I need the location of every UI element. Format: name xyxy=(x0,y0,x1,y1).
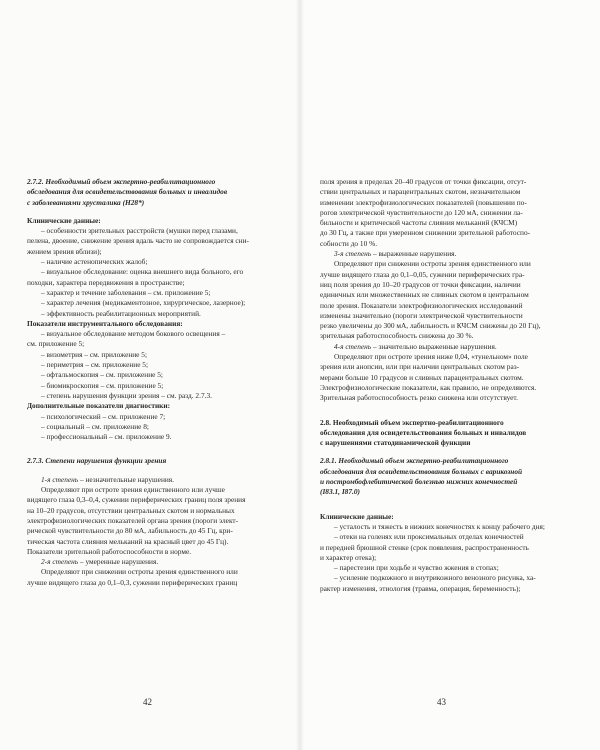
paragraph-line: бильности и критической частоты слияния мельканий (КЧСМ) xyxy=(320,218,518,228)
degree-1-text: – незначительные нарушения. xyxy=(78,474,175,484)
paragraph-line: Определяют при остроте зрения ниже 0,04, «тунельном» поле xyxy=(334,352,528,362)
list-item: – особенности зрительных расстройств (мушки перед глазами, xyxy=(41,226,238,236)
title-line: обследования для освидетельствования больных и инвалидов xyxy=(320,427,527,437)
list-item: – степень нарушения функции зрения – см. разд. 2.7.3. xyxy=(41,390,212,400)
paragraph-line: Определяют при снижении остроты зрения единственного или xyxy=(41,567,238,577)
paragraph-line: тическая частота слияния мельканий на красный цвет до 45 Гц). xyxy=(27,536,229,546)
paragraph-line: ствии центральных и парацентральных скотом, незначительном xyxy=(320,187,521,197)
paragraph-line: поле зрения. Показатели электрофизиологических исследований xyxy=(320,300,523,310)
list-item: – периметрия – см. приложение 5; xyxy=(41,360,148,370)
title-line: с нарушениями статодинамической функции xyxy=(320,438,471,448)
list-item: – усиление подкожного и внутрикожного венозного рисунка, ха- xyxy=(334,573,536,583)
degree-4-line xyxy=(320,342,576,352)
page-number: 42 xyxy=(143,697,152,707)
degree-3-line xyxy=(320,249,576,259)
paragraph-line: резко увеличены до 300 мА, лабильность и КЧСМ снижены до 20 Гц), xyxy=(320,321,541,331)
title-line: обследования для освидетельствования больных и инвалидов xyxy=(27,187,228,197)
paragraph-line: зрения или анопсии, или при наличии центральных скотом раз- xyxy=(320,362,520,372)
degree-2-text: – умеренные нарушения. xyxy=(78,557,159,567)
list-item: – отеки на голенях или проксимальных отделах конечностей xyxy=(334,532,524,542)
extra-heading: Дополнительные показатели диагностики: xyxy=(27,401,171,411)
title-line: 2.7.2. Необходимый объем экспертно-реабилитационного xyxy=(27,177,216,186)
degree-1-line xyxy=(27,475,277,485)
section-2-7-3-title: 2.7.3. Степени нарушения функции зрения xyxy=(27,456,167,466)
paragraph-line: электрофизиологических показателей органа зрения (пороги элект- xyxy=(27,515,239,525)
title-line: 2.8.1. Необходимый объем экспертно-реабилитационного xyxy=(320,456,509,466)
paragraph-line: Электрофизиологические показатели, как правило, не определяются. xyxy=(320,382,537,392)
paragraph-line: Показатели зрительной работоспособности в норме. xyxy=(27,546,192,556)
left-page-text xyxy=(27,177,277,588)
list-item: – усталость и тяжесть в нижних конечностях к концу рабочего дня; xyxy=(334,521,545,531)
paragraph-line: Зрительная работоспособность резко снижена или отсутствует. xyxy=(320,393,518,403)
section-2-8-1-title xyxy=(320,456,576,497)
section-2-7-2-title xyxy=(27,177,277,208)
clinical-heading: Клинические данные: xyxy=(320,511,394,521)
list-item: – визометрия – см. приложение 5; xyxy=(41,349,147,359)
section-2-8-title xyxy=(320,418,576,449)
paragraph-line: на 10–20 градусов, отсутствии центральных скотом и нормальных xyxy=(27,505,235,515)
degree-2-line xyxy=(27,557,277,567)
list-item: – психологический – см. приложение 7; xyxy=(41,411,166,421)
list-item: – характер и течение заболевания – см. приложение 5; xyxy=(41,287,211,297)
paragraph-line: зрительная работоспособность снижена до 30 %. xyxy=(320,331,474,341)
paragraph-line: Определяют при остроте зрения единственного или лучше xyxy=(41,485,225,495)
degree-4-label: 4-я степень xyxy=(334,341,372,351)
paragraph-line: лучше видящего глаза до 0,1–0,05, сужении периферических гра- xyxy=(320,269,525,279)
list-item: и характер отека); xyxy=(320,552,377,562)
list-item: – биомикроскопия – см. приложение 5; xyxy=(41,380,164,390)
book-gutter xyxy=(296,0,304,750)
right-page-text xyxy=(320,177,576,594)
list-item: пелена, двоение, снижение зрения вдаль часто не сопровождается сни- xyxy=(27,236,249,246)
paragraph-line: собности до 10 %. xyxy=(320,238,378,248)
list-item: и передней брюшной стенке (срок появления, распространенность xyxy=(320,542,529,552)
degree-1-label: 1-я степень xyxy=(41,474,79,484)
list-item: – офтальмоскопия – см. приложение 5; xyxy=(41,370,163,380)
clinical-heading: Клинические данные: xyxy=(27,215,101,225)
title-line: обследования для освидетельствования больных с варикозной xyxy=(320,466,523,476)
title-line: (I83.1, I87.0) xyxy=(320,487,360,497)
degree-4-text: – значительно выраженные нарушения. xyxy=(371,341,497,351)
paragraph-line: изменены значительно (пороги электрической чувствительности xyxy=(320,310,523,320)
list-item: – эффективность реабилитационных мероприятий. xyxy=(41,308,201,318)
list-item: – профессиональный – см. приложение 9. xyxy=(41,432,172,442)
page-number: 43 xyxy=(437,697,446,707)
list-item: – визуальное обследование методом бокового освещения – xyxy=(41,329,226,339)
title-line: 2.8. Необходимый объем экспертно-реабилитационного xyxy=(320,417,504,427)
paragraph-line: единичных или множественных не сливных скотом в центральном xyxy=(320,290,529,300)
list-item: – парестезии при ходьбе и чувство жжения в стопах; xyxy=(334,563,499,573)
degree-3-text: – выраженные нарушения. xyxy=(371,249,457,259)
list-item: – характер лечения (медикаментозное, хирургическое, лазерное); xyxy=(41,298,246,308)
degree-2-label: 2-я степень xyxy=(41,557,79,567)
paragraph-line: лучше видящего глаза до 0,1–0,3, сужении периферических границ xyxy=(27,577,238,587)
paragraph-line: до 30 Гц, а также при умеренном снижении зрительной работоспо- xyxy=(320,228,531,238)
title-line: и постромбофлебитической болезнью нижних конечностей xyxy=(320,477,518,487)
instrumental-heading: Показатели инструментального обследования: xyxy=(27,318,183,328)
paragraph-line: рической чувствительности до 80 мА, лабильность до 45 Гц, кри- xyxy=(27,526,233,536)
list-item: жением зрения вблизи); xyxy=(27,246,102,256)
degree-3-label: 3-я степень xyxy=(334,249,372,259)
list-item: – визуальное обследование: оценка внешнего вида больного, его xyxy=(41,267,244,277)
list-item: – наличие астенопических жалоб; xyxy=(41,257,148,267)
right-page xyxy=(300,0,600,750)
paragraph-line: поля зрения в пределах 20–40 градусов от точки фиксации, отсут- xyxy=(320,177,527,186)
title-line: с заболеваниями хрусталика (H28*) xyxy=(27,197,145,207)
list-item: – социальный – см. приложение 8; xyxy=(41,421,149,431)
paragraph-line: рогов электрической чувствительности до 120 мА, снижении ла- xyxy=(320,207,523,217)
paragraph-line: Определяют при снижении остроты зрения единственного или xyxy=(334,259,531,269)
list-item: см. приложение 5; xyxy=(27,339,85,349)
paragraph-line: ниц поля зрения до 10–20 градусов от точки фиксации, наличии xyxy=(320,279,521,289)
list-item: походки, характера передвижения в пространстве; xyxy=(27,277,185,287)
paragraph-line: мерами больше 10 градусов и сливных парацентральных скотом. xyxy=(320,372,524,382)
paragraph-line: изменении электрофизиологических показателей (повышении по- xyxy=(320,197,527,207)
paragraph-line: видящего глаза 0,3–0,4, сужении периферических границ поля зрения xyxy=(27,495,246,505)
list-item: рактер изменения, этиология (травма, операция, беременность); xyxy=(320,583,521,593)
